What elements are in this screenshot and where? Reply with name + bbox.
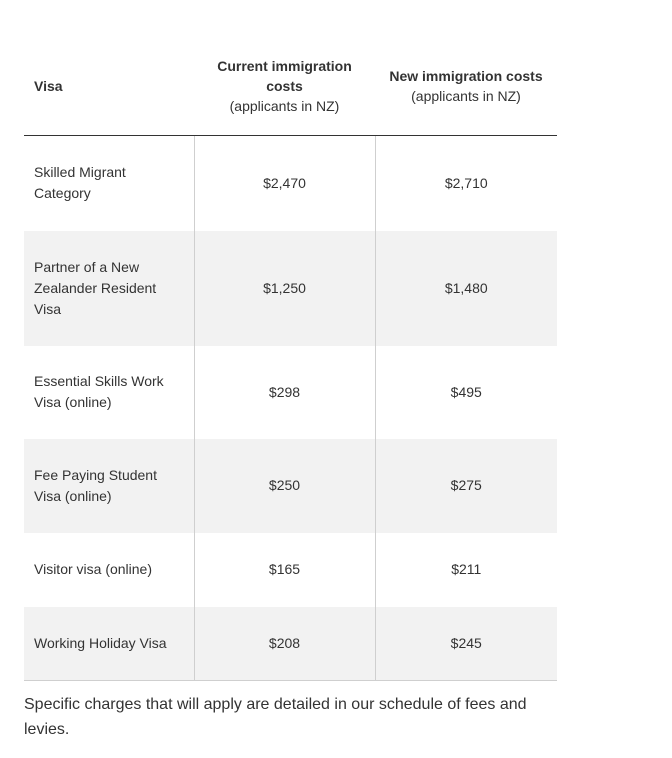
current-cost-cell: $298 (194, 346, 375, 439)
table-row (24, 231, 557, 346)
visa-name-cell: Skilled Migrant Category (24, 136, 194, 231)
visa-name-cell: Visitor visa (online) (24, 533, 194, 607)
current-cost-cell: $1,250 (194, 231, 375, 346)
table-row (24, 607, 557, 681)
table-row (24, 533, 557, 607)
visa-name-cell: Essential Skills Work Visa (online) (24, 346, 194, 439)
new-costs-title: New immigration costs (389, 67, 543, 84)
current-costs-subtitle: (applicants in NZ) (229, 97, 340, 114)
current-costs-title: Current immigration costs (217, 57, 352, 94)
column-header-visa: Visa (24, 36, 194, 136)
new-cost-cell: $1,480 (375, 231, 557, 346)
current-cost-cell: $165 (194, 533, 375, 607)
header-row (24, 36, 557, 136)
new-cost-cell: $2,710 (444, 174, 488, 191)
column-header-current-costs (194, 36, 375, 136)
new-cost-cell: $211 (451, 561, 482, 577)
column-header-new-costs (375, 36, 557, 136)
table-row (24, 346, 557, 439)
current-cost-cell: $250 (194, 439, 375, 533)
new-cost-cell: $275 (375, 439, 557, 533)
fees-note: Specific charges that will apply are detailed in our schedule of fees and levies. (24, 696, 527, 738)
new-cost-cell: $495 (450, 383, 482, 400)
table-header (24, 36, 557, 136)
new-costs-subtitle: (applicants in NZ) (411, 87, 521, 104)
new-cost-cell: $245 (375, 607, 557, 681)
table-row (24, 439, 557, 533)
visa-name-cell: Working Holiday Visa (24, 607, 194, 681)
table-body (24, 136, 557, 681)
visa-name-cell: Partner of a New Zealander Resident Visa (24, 231, 194, 346)
current-cost-cell: $2,470 (194, 136, 375, 231)
table-row (24, 136, 557, 231)
current-cost-cell: $208 (194, 607, 375, 681)
visa-fees-table (24, 36, 557, 681)
visa-name-cell: Fee Paying Student Visa (online) (24, 439, 194, 533)
fees-section (24, 36, 557, 758)
